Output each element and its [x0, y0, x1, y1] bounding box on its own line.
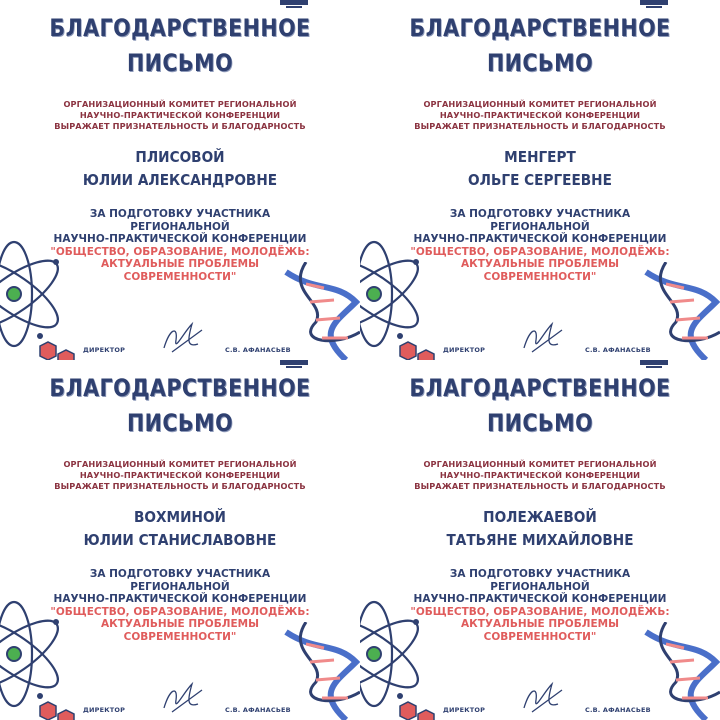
recipient-surname: ПЛИСОВОЙ	[135, 148, 225, 166]
organizer-statement	[360, 459, 720, 492]
organizer-line: НАУЧНО-ПРАКТИЧЕСКОЙ КОНФЕРЕНЦИИ	[439, 110, 641, 120]
recipient-given-names: ЮЛИИ АЛЕКСАНДРОВНЕ	[82, 171, 278, 189]
signature-image	[158, 678, 208, 716]
reason-line: НАУЧНО-ПРАКТИЧЕСКОЙ КОНФЕРЕНЦИИ	[53, 233, 307, 245]
logo-mark-icon	[274, 0, 314, 10]
hexagon-molecule-icon	[30, 340, 80, 360]
organizer-line: ОРГАНИЗАЦИОННЫЙ КОМИТЕТ РЕГИОНАЛЬНОЙ	[63, 99, 297, 109]
conference-name-line: АКТУАЛЬНЫЕ ПРОБЛЕМЫ	[101, 618, 259, 630]
director-label: ДИРЕКТОР	[443, 346, 486, 354]
conference-name-line: "ОБЩЕСТВО, ОБРАЗОВАНИЕ, МОЛОДЁЖЬ:	[50, 605, 310, 618]
reason-line: ЗА ПОДГОТОВКУ УЧАСТНИКА	[89, 568, 271, 580]
conference-name-line: "ОБЩЕСТВО, ОБРАЗОВАНИЕ, МОЛОДЁЖЬ:	[50, 245, 310, 258]
certificate-card	[360, 360, 720, 720]
hexagon-molecule-icon	[390, 700, 440, 720]
organizer-line: ВЫРАЖАЕТ ПРИЗНАТЕЛЬНОСТЬ И БЛАГОДАРНОСТЬ	[54, 481, 306, 491]
reason-line: ЗА ПОДГОТОВКУ УЧАСТНИКА	[449, 208, 631, 220]
conference-name-line: СОВРЕМЕННОСТИ"	[483, 270, 597, 283]
organizer-statement	[0, 99, 360, 132]
reason-line: НАУЧНО-ПРАКТИЧЕСКОЙ КОНФЕРЕНЦИИ	[53, 593, 307, 605]
recipient-given-names: ЮЛИИ СТАНИСЛАВОВНЕ	[83, 531, 277, 549]
organizer-line: НАУЧНО-ПРАКТИЧЕСКОЙ КОНФЕРЕНЦИИ	[79, 470, 281, 480]
conference-name-line: "ОБЩЕСТВО, ОБРАЗОВАНИЕ, МОЛОДЁЖЬ:	[410, 245, 670, 258]
conference-name-line: АКТУАЛЬНЫЕ ПРОБЛЕМЫ	[461, 258, 619, 270]
director-label: ДИРЕКТОР	[83, 706, 126, 714]
conference-name-line: "ОБЩЕСТВО, ОБРАЗОВАНИЕ, МОЛОДЁЖЬ:	[410, 605, 670, 618]
signer-name: С.В. АФАНАСЬЕВ	[225, 706, 291, 714]
conference-name-line: СОВРЕМЕННОСТИ"	[483, 630, 597, 643]
organizer-statement	[360, 99, 720, 132]
signature-image	[158, 318, 208, 356]
recipient-surname: ВОХМИНОЙ	[134, 508, 226, 526]
conference-name-line: СОВРЕМЕННОСТИ"	[123, 270, 237, 283]
signature-image	[518, 318, 568, 356]
certificate-title: БЛАГОДАРСТВЕННОЕ	[49, 14, 311, 42]
certificate-card	[0, 360, 360, 720]
organizer-line: ОРГАНИЗАЦИОННЫЙ КОМИТЕТ РЕГИОНАЛЬНОЙ	[63, 459, 297, 469]
reason-line: РЕГИОНАЛЬНОЙ	[490, 580, 590, 593]
certificate-subtitle: ПИСЬМО	[486, 409, 594, 437]
reason-line: РЕГИОНАЛЬНОЙ	[490, 220, 590, 233]
reason-line: НАУЧНО-ПРАКТИЧЕСКОЙ КОНФЕРЕНЦИИ	[413, 593, 667, 605]
conference-name-line: АКТУАЛЬНЫЕ ПРОБЛЕМЫ	[101, 258, 259, 270]
organizer-line: ВЫРАЖАЕТ ПРИЗНАТЕЛЬНОСТЬ И БЛАГОДАРНОСТЬ	[414, 481, 666, 491]
organizer-line: НАУЧНО-ПРАКТИЧЕСКОЙ КОНФЕРЕНЦИИ	[79, 110, 281, 120]
logo-mark-icon	[274, 360, 314, 370]
director-label: ДИРЕКТОР	[83, 346, 126, 354]
conference-name-line: СОВРЕМЕННОСТИ"	[123, 630, 237, 643]
recipient-given-names: ТАТЬЯНЕ МИХАЙЛОВНЕ	[446, 531, 634, 549]
organizer-line: ОРГАНИЗАЦИОННЫЙ КОМИТЕТ РЕГИОНАЛЬНОЙ	[423, 459, 657, 469]
organizer-statement	[0, 459, 360, 492]
recipient-surname: МЕНГЕРТ	[504, 148, 576, 166]
reason-line: НАУЧНО-ПРАКТИЧЕСКОЙ КОНФЕРЕНЦИИ	[413, 233, 667, 245]
certificate-title: БЛАГОДАРСТВЕННОЕ	[409, 374, 671, 402]
hexagon-molecule-icon	[30, 700, 80, 720]
signer-name: С.В. АФАНАСЬЕВ	[225, 346, 291, 354]
certificate-subtitle: ПИСЬМО	[486, 49, 594, 77]
signer-name: С.В. АФАНАСЬЕВ	[585, 346, 651, 354]
certificate-title: БЛАГОДАРСТВЕННОЕ	[409, 14, 671, 42]
certificate-title: БЛАГОДАРСТВЕННОЕ	[49, 374, 311, 402]
organizer-line: ВЫРАЖАЕТ ПРИЗНАТЕЛЬНОСТЬ И БЛАГОДАРНОСТЬ	[54, 121, 306, 131]
certificate-card	[0, 0, 360, 360]
recipient-surname: ПОЛЕЖАЕВОЙ	[483, 508, 597, 526]
recipient-given-names: ОЛЬГЕ СЕРГЕЕВНЕ	[468, 171, 612, 189]
reason-line: ЗА ПОДГОТОВКУ УЧАСТНИКА	[449, 568, 631, 580]
organizer-line: ОРГАНИЗАЦИОННЫЙ КОМИТЕТ РЕГИОНАЛЬНОЙ	[423, 99, 657, 109]
organizer-line: ВЫРАЖАЕТ ПРИЗНАТЕЛЬНОСТЬ И БЛАГОДАРНОСТЬ	[414, 121, 666, 131]
logo-mark-icon	[634, 0, 674, 10]
signature-image	[518, 678, 568, 716]
certificate-subtitle: ПИСЬМО	[126, 409, 234, 437]
reason-line: РЕГИОНАЛЬНОЙ	[130, 580, 230, 593]
organizer-line: НАУЧНО-ПРАКТИЧЕСКОЙ КОНФЕРЕНЦИИ	[439, 470, 641, 480]
hexagon-molecule-icon	[390, 340, 440, 360]
signer-name: С.В. АФАНАСЬЕВ	[585, 706, 651, 714]
reason-line: РЕГИОНАЛЬНОЙ	[130, 220, 230, 233]
director-label: ДИРЕКТОР	[443, 706, 486, 714]
reason-line: ЗА ПОДГОТОВКУ УЧАСТНИКА	[89, 208, 271, 220]
certificate-subtitle: ПИСЬМО	[126, 49, 234, 77]
logo-mark-icon	[634, 360, 674, 370]
conference-name-line: АКТУАЛЬНЫЕ ПРОБЛЕМЫ	[461, 618, 619, 630]
certificate-card	[360, 0, 720, 360]
